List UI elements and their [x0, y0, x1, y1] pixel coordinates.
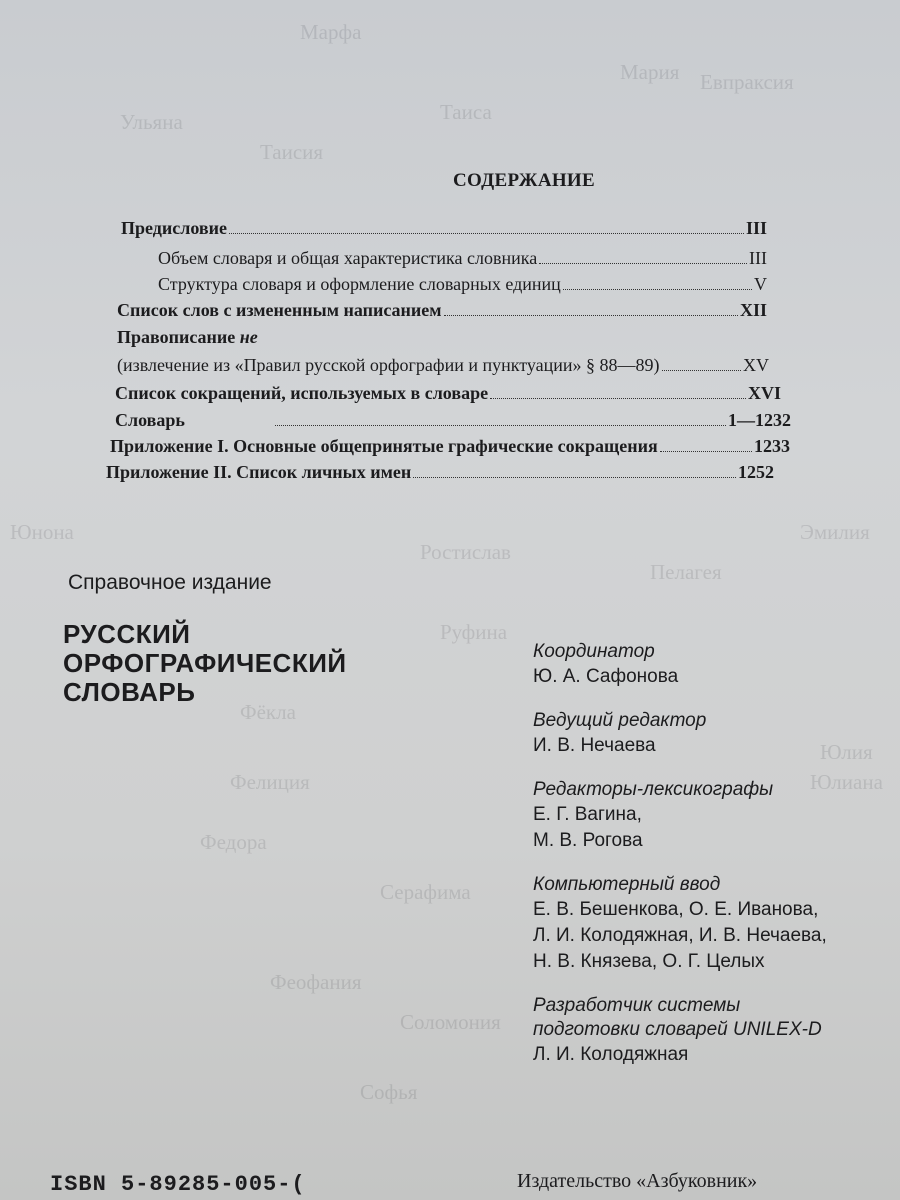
leader-dots	[444, 314, 738, 316]
bleed-word: Таисия	[260, 140, 324, 164]
bleed-word: Ульяна	[120, 110, 183, 134]
credit-name: Е. В. Бешенкова, О. Е. Иванова,	[533, 899, 819, 920]
credit-role: Ведущий редактор	[533, 710, 707, 731]
toc-item	[110, 436, 790, 457]
bleed-word: Евпраксия	[700, 70, 794, 94]
credit-role: Редакторы-лексикографы	[533, 779, 774, 800]
credit-name: Е. Г. Вагина,	[533, 804, 642, 825]
toc-item-emphasis: не	[239, 327, 258, 347]
toc-item-label: Приложение II. Список личных имен	[106, 462, 412, 482]
toc-item-page: 1—1232	[728, 410, 791, 430]
credit-block	[533, 709, 873, 759]
credit-name: И. В. Нечаева	[533, 735, 656, 756]
leader-dots	[539, 262, 747, 264]
leader-dots	[660, 450, 752, 452]
credits	[533, 640, 873, 1087]
toc-item-label: Список сокращений, используемых в словаре	[115, 383, 489, 403]
bleed-word: Юлия	[820, 740, 873, 764]
leader-dots	[229, 232, 744, 234]
leader-dots	[563, 288, 752, 290]
toc-item	[121, 218, 767, 239]
bleed-word: Юнона	[10, 520, 74, 544]
leader-dots	[413, 476, 736, 478]
toc-item-label: Объем словаря и общая характеристика словника	[158, 248, 538, 268]
credit-role: Разработчик системы	[533, 995, 741, 1016]
bleed-word: Марфа	[300, 20, 362, 44]
bleed-word: Руфина	[440, 620, 508, 644]
bleed-word: Эмилия	[800, 520, 870, 544]
leader-dots	[662, 369, 741, 371]
toc-heading: СОДЕРЖАНИЕ	[453, 170, 595, 191]
toc-item-page: XVI	[747, 383, 781, 403]
credit-name: М. В. Рогова	[533, 830, 643, 851]
bleed-word: Федора	[200, 830, 267, 854]
credit-name: Л. И. Колодяжная	[533, 1044, 689, 1065]
toc-item	[158, 274, 767, 295]
toc-item	[117, 355, 769, 376]
toc-item	[117, 327, 258, 348]
toc-item-label: (извлечение из «Правил русской орфографии и пунктуации» § 88—89)	[117, 355, 660, 375]
book-title-line: РУССКИЙ	[63, 619, 191, 649]
toc-item-page: 1252	[738, 462, 774, 482]
toc-item	[115, 410, 791, 431]
toc-item	[158, 248, 767, 269]
bleed-word: Феофания	[270, 970, 362, 994]
toc-item-label: Приложение I. Основные общепринятые графические сокращения	[110, 436, 658, 456]
credit-role: Компьютерный ввод	[533, 874, 721, 895]
toc-item-label: Структура словаря и оформление словарных единиц	[158, 274, 561, 294]
toc-item-page: XV	[743, 355, 769, 375]
book-title-line: СЛОВАРЬ	[63, 677, 196, 707]
toc-item	[106, 462, 774, 483]
credit-name: Н. В. Князева, О. Г. Целых	[533, 951, 765, 972]
bleed-word: Таиса	[440, 100, 492, 124]
toc-item-page: III	[749, 248, 767, 268]
credit-name: Л. И. Колодяжная, И. В. Нечаева,	[533, 925, 827, 946]
toc-item-label: Предисловие	[121, 218, 227, 238]
leader-dots	[275, 424, 726, 426]
bleed-word: Фелиция	[230, 770, 310, 794]
bleed-word: Пелагея	[650, 560, 722, 584]
publisher: Издательство «Азбуковник»	[517, 1170, 758, 1192]
credit-block	[533, 873, 873, 975]
bleed-word: Юлиана	[810, 770, 883, 794]
toc-item-page: 1233	[754, 436, 790, 456]
toc-item-page: XII	[739, 300, 767, 320]
leader-dots	[490, 397, 746, 399]
isbn: ISBN 5-89285-005-(	[50, 1172, 306, 1197]
edition-type: Справочное издание	[68, 571, 272, 594]
credit-name: Ю. А. Сафонова	[533, 666, 679, 687]
credit-block	[533, 778, 873, 854]
book-title-line: ОРФОГРАФИЧЕСКИЙ	[63, 648, 347, 678]
bleed-word: Серафима	[380, 880, 471, 904]
toc-item	[115, 383, 781, 404]
credit-block	[533, 640, 873, 690]
bleed-word: Фёкла	[240, 700, 296, 724]
bleed-word: Софья	[360, 1080, 418, 1104]
toc-item-label: Словарь	[115, 410, 185, 430]
credit-role: подготовки словарей UNILEX-D	[533, 1019, 822, 1040]
toc-item-label: Список слов с измененным написанием	[117, 300, 442, 320]
credit-role: Координатор	[533, 641, 655, 662]
credit-block	[533, 994, 873, 1068]
bleed-word: Соломония	[400, 1010, 501, 1034]
book-title	[63, 620, 347, 707]
bleed-word: Ростислав	[420, 540, 511, 564]
toc-item-page: III	[745, 218, 767, 238]
bleed-word: Мария	[620, 60, 680, 84]
toc-item	[117, 300, 767, 321]
toc-item-label: Правописание	[117, 327, 236, 347]
toc-item-page: V	[754, 274, 767, 294]
